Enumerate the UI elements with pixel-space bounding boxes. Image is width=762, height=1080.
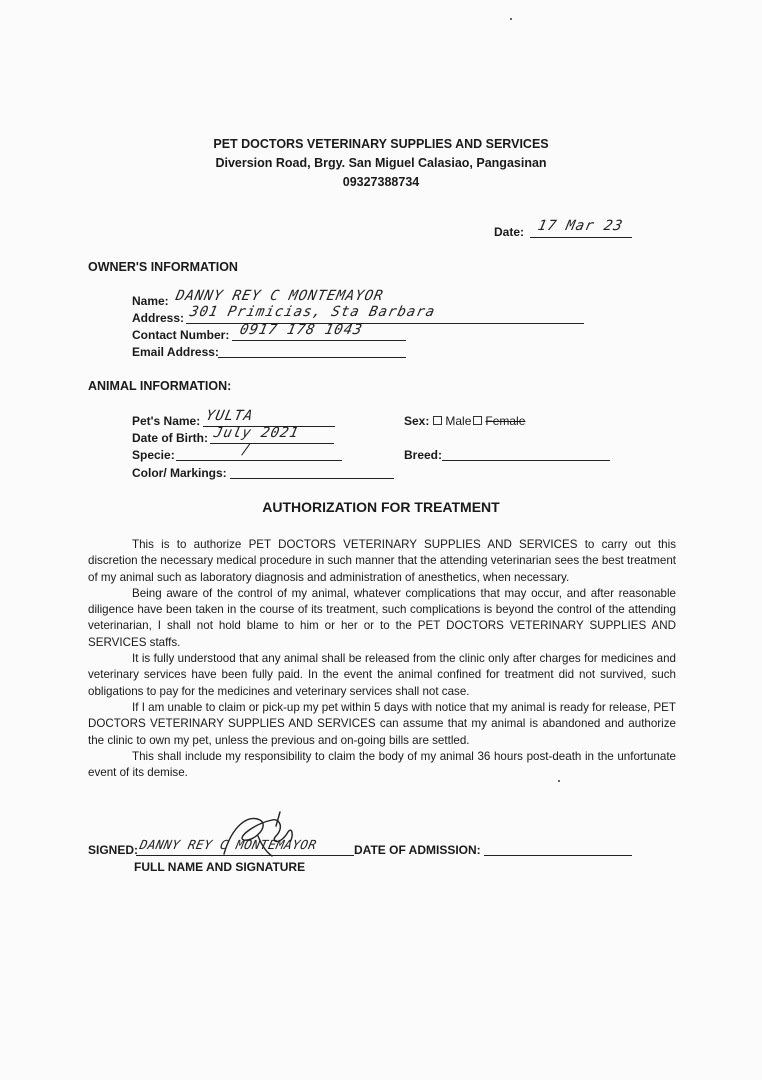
date-line xyxy=(530,237,632,238)
signed-label: SIGNED: xyxy=(88,843,139,857)
company-name: PET DOCTORS VETERINARY SUPPLIES AND SERVICES xyxy=(213,137,549,151)
authorization-paragraph: This is to authorize PET DOCTORS VETERINARY SUPPLIES AND SERVICES to carry out this discretion the necessary medical procedure in such manner that the attending veterinarian sees the best treatment of my animal such as laboratory diagnosis and administration of anesthetics, when necessary. xyxy=(88,538,676,584)
owner-name-value: DANNY REY C MONTEMAYOR xyxy=(174,288,386,304)
sex-male-option: Male xyxy=(445,414,472,428)
date-value: 17 Mar 23 xyxy=(536,218,625,234)
color-markings-label: Color/ Markings: xyxy=(132,466,227,480)
sex-label: Sex: xyxy=(404,414,430,428)
admission-date-label: DATE OF ADMISSION: xyxy=(354,843,481,857)
authorization-paragraph: If I am unable to claim or pick-up my pet within 5 days with notice that my animal is ready for release, PET DOCTORS VETERINARY SUPPLIES AND SERVICES can assume that my animal is abandoned and authorize the clinic to own my pet, unless the previous and on-going bills are settled. xyxy=(88,700,676,747)
authorization-paragraph: Being aware of the control of my animal, whatever complications that may occur, and after reasonable diligence have been taken in the course of its treatment, such complications is beyond the control of the attending veterinarian, I shall not hold blame to him or her or to the PET DOCTORS VETERINARY SUPPLIES AND SERVICES staffs. xyxy=(88,586,676,649)
date-label: Date: xyxy=(494,225,525,239)
dob-label: Date of Birth: xyxy=(132,431,208,445)
company-phone: 09327388734 xyxy=(342,175,420,189)
letterhead xyxy=(0,135,762,192)
owner-address-label: Address: xyxy=(132,311,185,325)
signature-scribble-icon xyxy=(214,806,304,866)
color-markings-line xyxy=(230,478,394,479)
sex-field xyxy=(404,414,525,428)
full-name-signature-label: FULL NAME AND SIGNATURE xyxy=(134,860,306,874)
admission-date-line xyxy=(484,855,632,856)
dob-line xyxy=(210,443,334,444)
scan-speck xyxy=(558,780,560,782)
authorization-title: AUTHORIZATION FOR TREATMENT xyxy=(262,499,500,515)
authorization-paragraph: This shall include my responsibility to claim the body of my animal 36 hours post-death in the unfortunate event of its demise. xyxy=(88,749,676,780)
company-address: Diversion Road, Brgy. San Miguel Calasiao, Pangasinan xyxy=(215,156,547,170)
pet-name-value: YULTA xyxy=(204,408,255,424)
owner-email-label: Email Address: xyxy=(132,345,219,359)
specie-line xyxy=(176,460,342,461)
sex-female-option: Female xyxy=(485,414,526,428)
authorization-paragraph: It is fully understood that any animal shall be released from the clinic only after charges for medicines and veterinary services have been fully paid. In the event the animal confined for treatment did not survived, such obligations to pay for the medicines and veterinary services shall not case. xyxy=(88,652,676,698)
animal-section-title: ANIMAL INFORMATION: xyxy=(88,379,232,393)
breed-line xyxy=(442,460,610,461)
male-checkbox[interactable] xyxy=(433,416,442,425)
owner-email-line xyxy=(218,357,406,358)
owner-contact-line xyxy=(232,340,406,341)
breed-label: Breed: xyxy=(404,448,443,462)
signed-value: DANNY REY C MONTEMAYOR xyxy=(138,837,319,852)
owner-name-label: Name: xyxy=(132,294,169,308)
authorization-body xyxy=(88,537,676,781)
pet-name-label: Pet's Name: xyxy=(132,414,201,428)
specie-label: Specie: xyxy=(132,448,175,462)
owner-contact-value: 0917 178 1043 xyxy=(238,322,365,338)
owner-section-title: OWNER'S INFORMATION xyxy=(88,260,238,274)
scan-speck xyxy=(510,18,512,20)
owner-address-value: 301 Primicias, Sta Barbara xyxy=(188,304,437,320)
dob-value: July 2021 xyxy=(212,425,301,441)
female-checkbox[interactable] xyxy=(473,416,482,425)
owner-contact-label: Contact Number: xyxy=(132,328,230,342)
specie-value: / xyxy=(240,442,254,458)
